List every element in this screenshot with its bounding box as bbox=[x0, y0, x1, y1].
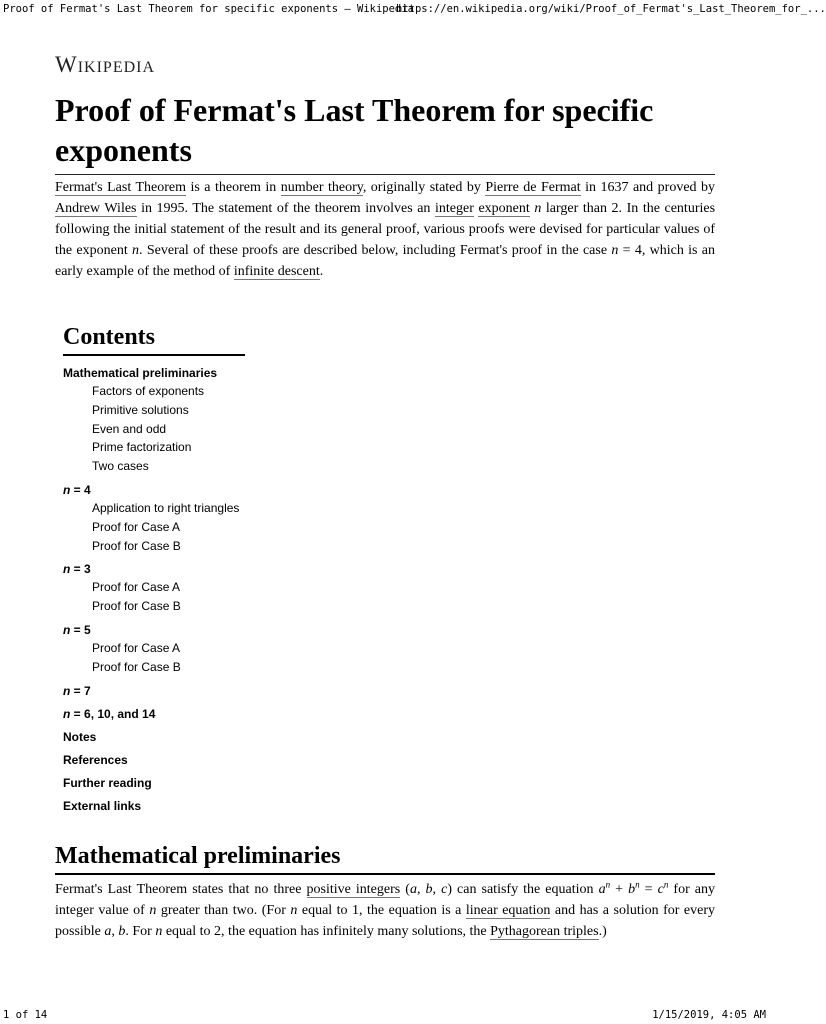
intro-text: in 1995. The statement of the theorem involves an bbox=[136, 201, 435, 216]
math-variable: n bbox=[63, 482, 71, 497]
math-exponent: n bbox=[635, 879, 640, 890]
paragraph-text: , bbox=[416, 882, 426, 897]
toc-sublist bbox=[63, 578, 463, 616]
math-variable: a bbox=[409, 882, 417, 897]
toc-link-n3[interactable] bbox=[63, 562, 91, 576]
toc-link-external-links[interactable]: External links bbox=[63, 798, 142, 813]
toc-link-notes[interactable]: Notes bbox=[63, 729, 97, 744]
toc-section bbox=[63, 481, 463, 555]
math-variable: a bbox=[598, 882, 606, 897]
section-heading-mathematical-preliminaries: Mathematical preliminaries bbox=[55, 841, 715, 875]
link-pierre-de-fermat[interactable]: Pierre de Fermat bbox=[485, 180, 581, 195]
intro-text: , originally stated by bbox=[362, 180, 486, 195]
math-variable: n bbox=[149, 903, 157, 918]
link-infinite-descent[interactable]: infinite descent bbox=[233, 264, 320, 279]
toc-link-application-right-triangles[interactable]: Application to right triangles bbox=[92, 500, 240, 515]
paragraph-text: equal to 1, the equation is a bbox=[297, 903, 466, 918]
toc-link-primitive-solutions[interactable]: Primitive solutions bbox=[92, 402, 189, 417]
toc-link-references[interactable]: References bbox=[63, 752, 128, 767]
table-of-contents bbox=[63, 322, 463, 820]
math-variable: n bbox=[534, 201, 542, 216]
toc-section bbox=[63, 705, 463, 723]
toc-link-two-cases[interactable]: Two cases bbox=[92, 459, 149, 474]
math-exponent: n bbox=[605, 879, 611, 890]
toc-label-text: = 4 bbox=[70, 482, 91, 497]
toc-section bbox=[63, 797, 463, 815]
intro-text: . bbox=[319, 264, 324, 279]
paragraph-text: = bbox=[639, 882, 658, 897]
toc-section bbox=[63, 560, 463, 616]
toc-section bbox=[63, 621, 463, 677]
section-paragraph bbox=[55, 879, 715, 942]
math-variable: n bbox=[63, 622, 71, 637]
math-variable: b bbox=[425, 882, 433, 897]
toc-section bbox=[63, 682, 463, 700]
print-page-title: Proof of Fermat's Last Theorem for specific exponents – Wikipedia bbox=[3, 3, 414, 15]
toc-title: Contents bbox=[63, 322, 245, 356]
link-linear-equation[interactable]: linear equation bbox=[465, 903, 551, 918]
paragraph-text: , bbox=[432, 882, 442, 897]
paragraph-text: and has a solution for every possible bbox=[55, 903, 716, 939]
link-exponent[interactable]: exponent bbox=[478, 201, 530, 216]
intro-text: . Several of these proofs are described below, including Fermat's proof in the case bbox=[139, 243, 612, 258]
link-integer[interactable]: integer bbox=[435, 201, 474, 216]
toc-link-n6-10-14[interactable] bbox=[63, 707, 155, 721]
intro-text: in 1637 and proved by bbox=[580, 180, 716, 195]
paragraph-text: greater than two. (For bbox=[156, 903, 291, 918]
page-title: Proof of Fermat's Last Theorem for specific exponents bbox=[55, 90, 715, 175]
math-variable: n bbox=[611, 243, 619, 258]
toc-label-text: = 6, 10, and 14 bbox=[70, 706, 156, 721]
toc-link-n5-case-a[interactable]: Proof for Case A bbox=[92, 640, 181, 655]
toc-section bbox=[63, 774, 463, 792]
math-variable: n bbox=[63, 562, 71, 577]
link-positive-integers[interactable]: positive integers bbox=[306, 882, 401, 897]
toc-link-n7[interactable] bbox=[63, 684, 91, 698]
toc-link-further-reading[interactable]: Further reading bbox=[63, 775, 152, 790]
toc-label-text: = 7 bbox=[70, 683, 91, 698]
toc-link-n4-case-a[interactable]: Proof for Case A bbox=[92, 519, 181, 534]
toc-link-n4[interactable] bbox=[63, 483, 91, 497]
math-variable: n bbox=[155, 924, 163, 939]
paragraph-text: ) can satisfy the equation bbox=[447, 882, 599, 897]
paragraph-text: Fermat's Last Theorem states that no three bbox=[55, 882, 307, 897]
math-variable: c bbox=[441, 882, 448, 897]
paragraph-text: for any integer value of bbox=[55, 882, 716, 918]
print-datetime: 1/15/2019, 4:05 AM bbox=[652, 1009, 766, 1021]
page-count: 1 of 14 bbox=[3, 1009, 48, 1021]
toc-link-n5-case-b[interactable]: Proof for Case B bbox=[92, 659, 181, 674]
toc-link-prime-factorization[interactable]: Prime factorization bbox=[92, 440, 192, 455]
toc-link-n5[interactable] bbox=[63, 623, 91, 637]
math-variable: n bbox=[63, 706, 71, 721]
wikipedia-wordmark: Wikipedia bbox=[55, 52, 156, 77]
link-andrew-wiles[interactable]: Andrew Wiles bbox=[55, 201, 137, 216]
toc-link-factors-of-exponents[interactable]: Factors of exponents bbox=[92, 384, 205, 398]
toc-link-n4-case-b[interactable]: Proof for Case B bbox=[92, 538, 181, 553]
print-header bbox=[0, 0, 826, 18]
toc-link-n3-case-b[interactable]: Proof for Case B bbox=[92, 599, 181, 614]
math-variable: b bbox=[118, 924, 126, 939]
paragraph-text: .) bbox=[598, 924, 607, 939]
math-variable: n bbox=[132, 243, 140, 258]
toc-section bbox=[63, 364, 463, 476]
math-variable: c bbox=[657, 882, 664, 897]
link-fermats-last-theorem[interactable]: Fermat's Last Theorem bbox=[55, 180, 186, 195]
math-variable: n bbox=[63, 683, 71, 698]
toc-section bbox=[63, 728, 463, 746]
toc-sublist bbox=[63, 639, 463, 677]
link-pythagorean-triples[interactable]: Pythagorean triples bbox=[490, 924, 599, 939]
toc-link-mathematical-preliminaries[interactable]: Mathematical preliminaries bbox=[63, 366, 218, 380]
paragraph-text: , bbox=[111, 924, 119, 939]
toc-list bbox=[63, 364, 463, 815]
print-footer bbox=[0, 1006, 768, 1024]
paragraph-text: + bbox=[610, 882, 629, 897]
math-variable: a bbox=[104, 924, 112, 939]
paragraph-text: equal to 2, the equation has infinitely many solutions, the bbox=[162, 924, 491, 939]
toc-link-even-and-odd[interactable]: Even and odd bbox=[92, 421, 167, 436]
intro-text: larger than 2. In the centuries following the initial statement of the result and its general proof, various proofs were devised for particular values of the exponent bbox=[55, 201, 716, 258]
intro-text: is a theorem in bbox=[185, 180, 281, 195]
math-exponent: n bbox=[663, 879, 669, 890]
toc-label-text: = 5 bbox=[70, 622, 91, 637]
toc-sublist bbox=[63, 499, 463, 555]
intro-text: = 4, which is an early example of the method of bbox=[55, 243, 715, 279]
paragraph-text: ( bbox=[400, 882, 410, 897]
math-variable: n bbox=[290, 903, 298, 918]
toc-label-text: = 3 bbox=[70, 562, 91, 577]
toc-sublist bbox=[63, 382, 463, 476]
intro-paragraph bbox=[55, 177, 715, 282]
toc-section bbox=[63, 751, 463, 769]
link-number-theory[interactable]: number theory bbox=[280, 180, 363, 195]
print-page-url: https://en.wikipedia.org/wiki/Proof_of_Fermat's_Last_Theorem_for_... bbox=[396, 3, 826, 15]
math-variable: b bbox=[628, 882, 636, 897]
toc-link-n3-case-a[interactable]: Proof for Case A bbox=[92, 580, 181, 595]
paragraph-text: . For bbox=[125, 924, 156, 939]
